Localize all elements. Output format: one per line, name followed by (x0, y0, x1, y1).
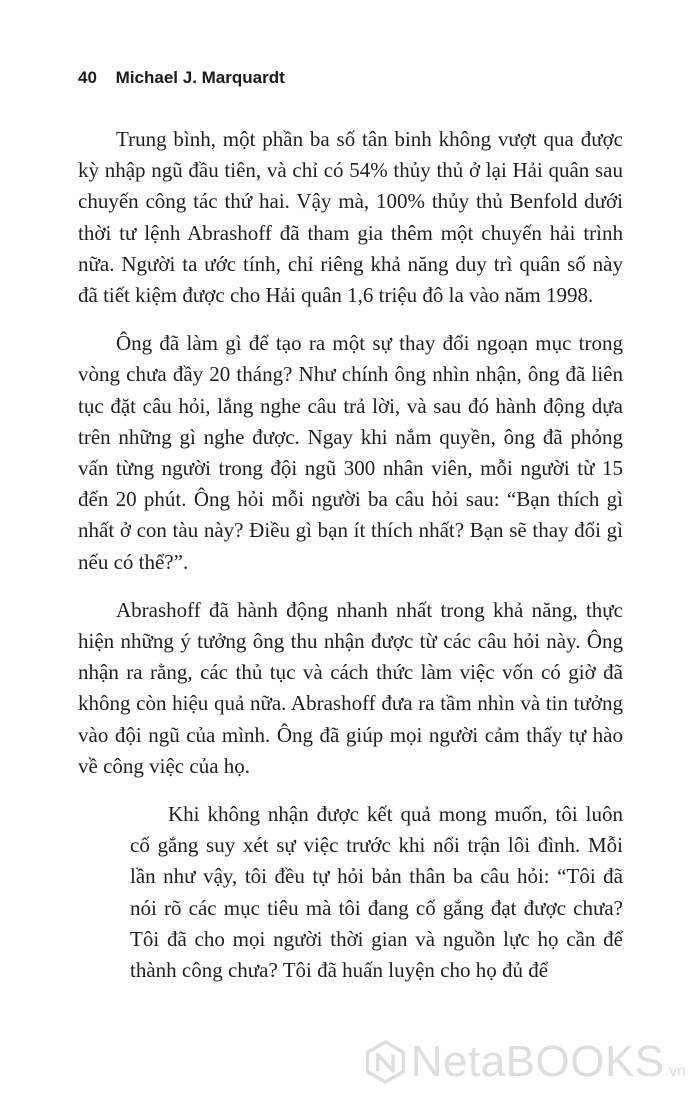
paragraph: Trung bình, một phần ba số tân binh không vượt qua được kỳ nhập ngũ đầu tiên, và chỉ có 54% thủy thủ ở lại Hải quân sau chuyến công tác thứ hai. Vậy mà, 100% thủy thủ Benfold dưới thời tư lệnh Abrashoff đã tham gia thêm một chuyến hải trình nữa. Người ta ước tính, chỉ riêng khả năng duy trì quân số này đã tiết kiệm được cho Hải quân 1,6 triệu đô la vào năm 1998. (78, 127, 623, 308)
netabooks-logo-icon (366, 1031, 405, 1093)
paragraph: Ông đã làm gì để tạo ra một sự thay đổi ngoạn mục trong vòng chưa đầy 20 tháng? Như chính ông nhìn nhận, ông đã liên tục đặt câu hỏi, lắng nghe câu trả lời, và sau đó hành động dựa trên những gì nghe được. Ngay khi nắm quyền, ông đã phỏng vấn từng người trong đội ngũ 300 nhân viên, mỗi người từ 15 đến 20 phút. Ông hỏi mỗi người ba câu hỏi sau: “Bạn thích gì nhất ở con tàu này? Điều gì bạn ít thích nhất? Bạn sẽ thay đổi gì nếu có thể?”. (78, 331, 623, 574)
watermark-suffix: .vn (664, 1063, 686, 1080)
watermark (366, 1022, 686, 1102)
watermark-brand-name: NetaBOOKS (410, 1037, 665, 1086)
body-text (78, 124, 623, 1003)
running-header (78, 68, 285, 88)
paragraph: Abrashoff đã hành động nhanh nhất trong khả năng, thực hiện những ý tưởng ông thu nhận được từ các câu hỏi này. Ông nhận ra rằng, các thủ tục và cách thức làm việc vốn có giờ đã không còn hiệu quả nữa. Abrashoff đưa ra tầm nhìn và tin tưởng vào đội ngũ của mình. Ông đã giúp mọi người cảm thấy tự hào về công việc của họ. (78, 597, 623, 778)
page-number: 40 (78, 68, 97, 87)
block-quote: Khi không nhận được kết quả mong muốn, tôi luôn cố gắng suy xét sự việc trước khi nổi trận lôi đình. Mỗi lần như vậy, tôi đều tự hỏi bản thân ba câu hỏi: “Tôi đã nói rõ các mục tiêu mà tôi đang cố gắng đạt được chưa? Tôi đã cho mọi người thời gian và nguồn lực họ cần để thành công chưa? Tôi đã huấn luyện cho họ đủ để (130, 802, 623, 983)
author-name: Michael J. Marquardt (115, 68, 285, 87)
watermark-brand (411, 1037, 686, 1087)
